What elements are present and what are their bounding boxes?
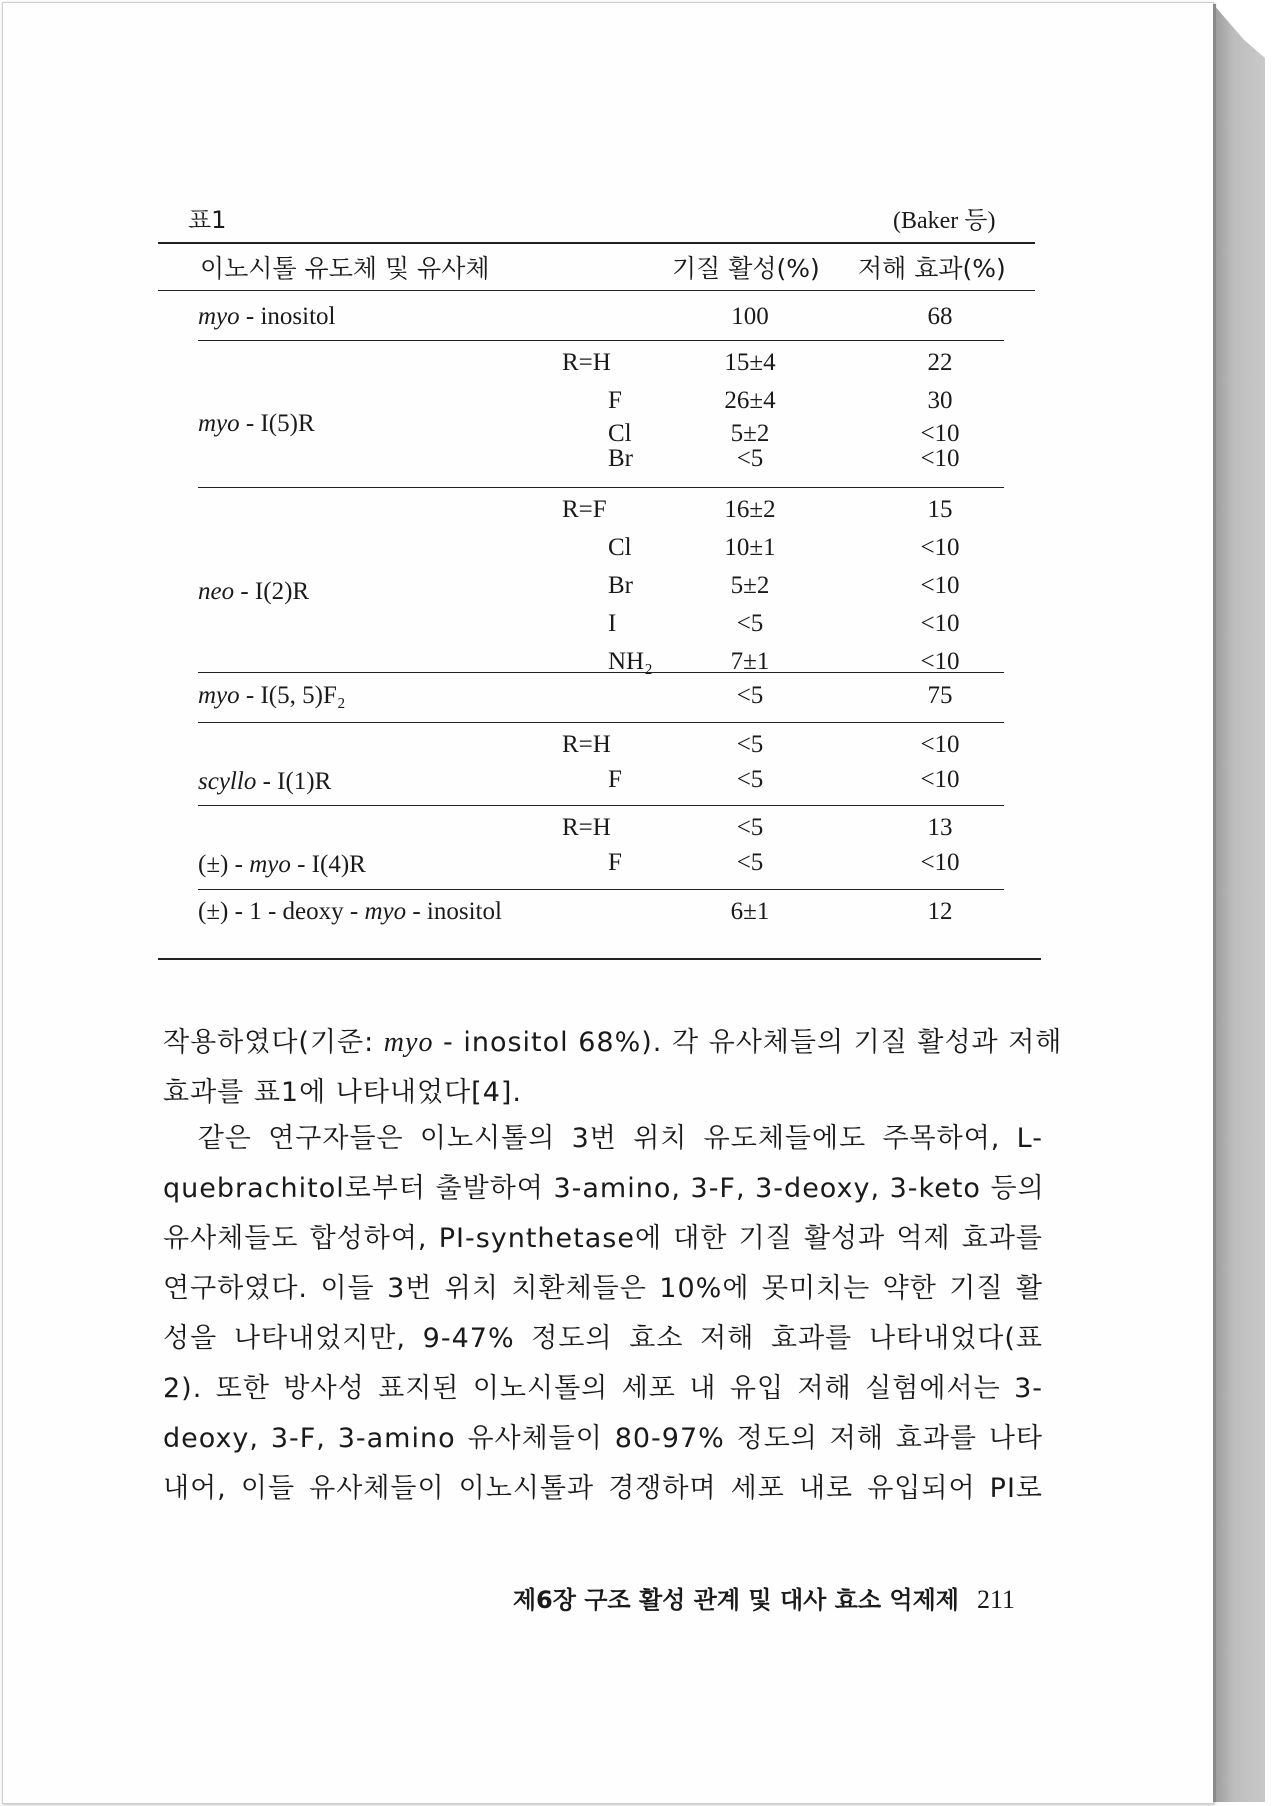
activity-value: <5 xyxy=(736,682,764,709)
activity-value: 16±2 xyxy=(724,496,776,523)
paragraph-2-line: 2). 또한 방사성 표지된 이노시톨의 세포 내 유입 저해 실험에서는 3- xyxy=(163,1373,1043,1404)
header-compound: 이노시톨 유도체 및 유사체 xyxy=(200,254,490,283)
inhibition-value: <10 xyxy=(920,445,960,472)
substituent: F xyxy=(608,766,622,793)
compound-italic: myo xyxy=(198,682,240,709)
substituent: R=F xyxy=(562,496,607,523)
header-rule xyxy=(158,290,1035,291)
substituent: I xyxy=(608,610,617,637)
substituent: F xyxy=(608,849,622,876)
compound-italic: myo xyxy=(364,898,407,925)
paragraph-2-line: 유사체들도 합성하여, PI-synthetase에 대한 기질 활성과 억제 효과를 xyxy=(163,1223,1043,1254)
inhibition-value: 22 xyxy=(927,349,953,376)
inhibition-value: <10 xyxy=(920,572,960,599)
paragraph-2-line: deoxy, 3-F, 3-amino 유사체들이 80-97% 정도의 저해 효과를 나타 xyxy=(163,1423,1043,1454)
inhibition-value: 75 xyxy=(927,682,953,709)
compound-suffix: - I(5, 5)F₂ xyxy=(239,682,346,709)
activity-value: <5 xyxy=(736,731,764,758)
activity-value: <5 xyxy=(736,766,764,793)
chapter-title: 제6장 구조 활성 관계 및 대사 효소 억제제 xyxy=(512,1586,959,1614)
inhibition-value: 68 xyxy=(927,303,953,330)
inhibition-value: <10 xyxy=(920,766,960,793)
activity-value: <5 xyxy=(736,849,764,876)
table-bottom-rule xyxy=(158,958,1041,960)
compound-name xyxy=(198,304,336,329)
group-divider xyxy=(198,340,1004,341)
group-divider xyxy=(198,487,1004,488)
page-footer xyxy=(0,1580,1015,1615)
paragraph-2-line: quebrachitol로부터 출발하여 3-amino, 3-F, 3-deoxy, 3-keto 등의 xyxy=(163,1173,1045,1204)
inhibition-value: 30 xyxy=(927,387,953,414)
compound-prefix: (±) - xyxy=(198,851,250,878)
inhibition-value: 12 xyxy=(927,898,953,925)
activity-value: 5±2 xyxy=(730,420,770,447)
group-divider xyxy=(198,805,1004,806)
paragraph-2-line: 같은 연구자들은 이노시톨의 3번 위치 유도체들에도 주목하여, L- xyxy=(163,1123,1043,1154)
compound-italic: scyllo xyxy=(198,768,257,795)
group-divider xyxy=(198,672,1004,673)
table-label: 표1 xyxy=(188,206,227,234)
inhibition-value: <10 xyxy=(920,648,960,675)
page-number: 211 xyxy=(976,1585,1015,1614)
compound-italic: myo xyxy=(249,851,291,878)
substituent: R=H xyxy=(562,349,611,376)
activity-value: 100 xyxy=(731,303,769,330)
compound-suffix: - I(2)R xyxy=(234,578,310,605)
substituent: Br xyxy=(608,572,633,599)
compound-suffix: - I(4)R xyxy=(290,851,366,878)
inhibition-value: <10 xyxy=(920,534,960,561)
compound-suffix: - inositol xyxy=(239,303,336,330)
compound-name xyxy=(198,411,315,436)
compound-italic: neo xyxy=(198,578,235,605)
compound-italic: myo xyxy=(198,410,240,437)
paragraph-2-line: 성을 나타내었지만, 9-47% 정도의 효소 저해 효과를 나타내었다(표 xyxy=(163,1323,1043,1354)
page-stack-edge xyxy=(1213,4,1265,1802)
substituent: Cl xyxy=(608,534,632,561)
compound-suffix: - I(1)R xyxy=(256,768,332,795)
paragraph-1 xyxy=(163,1018,1063,1118)
text-run: - inositol 68%). 각 유사체들의 기질 활성과 저해 xyxy=(433,1027,1063,1058)
book-page xyxy=(2,2,1214,1804)
inhibition-value: <10 xyxy=(920,731,960,758)
paragraph-2-line: 연구하였다. 이들 3번 위치 치환체들은 10%에 못미치는 약한 기질 활 xyxy=(163,1273,1043,1304)
compound-suffix: - inositol xyxy=(406,898,502,925)
table-top-rule xyxy=(158,242,1035,244)
inhibition-value: <10 xyxy=(920,849,960,876)
paragraph-1-line xyxy=(163,1018,1063,1068)
page-edge-shadow xyxy=(1213,4,1216,1802)
compound-name xyxy=(198,769,331,794)
text-run: 작용하였다(기준: xyxy=(163,1027,384,1058)
compound-italic: myo xyxy=(198,303,240,330)
activity-value: <5 xyxy=(736,445,764,472)
substituent: R=H xyxy=(562,731,611,758)
compound-suffix: - I(5)R xyxy=(239,410,315,437)
compound-prefix: (±) - 1 - deoxy - xyxy=(198,898,365,925)
inhibition-value: <10 xyxy=(920,420,960,447)
group-divider xyxy=(198,889,1004,890)
substituent: NH₂ xyxy=(608,648,653,675)
inhibition-value: 15 xyxy=(927,496,953,523)
activity-value: 26±4 xyxy=(724,387,776,414)
activity-value: 7±1 xyxy=(730,648,770,675)
substituent: Br xyxy=(608,445,633,472)
inhibition-value: <10 xyxy=(920,610,960,637)
activity-value: <5 xyxy=(736,814,764,841)
inhibition-value: 13 xyxy=(927,814,953,841)
paragraph-2 xyxy=(163,1114,1043,1514)
group-divider xyxy=(198,722,1004,723)
table-source: (Baker 등) xyxy=(893,208,996,234)
header-activity: 기질 활성(%) xyxy=(672,254,820,283)
compound-name xyxy=(198,683,346,708)
activity-value: <5 xyxy=(736,610,764,637)
substituent: R=H xyxy=(562,814,611,841)
paragraph-2-line: 내어, 이들 유사체들이 이노시톨과 경쟁하며 세포 내로 유입되어 PI로 xyxy=(163,1473,1043,1504)
activity-value: 5±2 xyxy=(730,572,770,599)
compound-name xyxy=(198,579,309,604)
activity-value: 10±1 xyxy=(724,534,776,561)
substituent: F xyxy=(608,387,622,414)
activity-value: 6±1 xyxy=(730,898,770,925)
text-run: 효과를 표1에 나타내었다[4]. xyxy=(163,1077,522,1108)
compound-name xyxy=(198,852,366,877)
activity-value: 15±4 xyxy=(724,349,776,376)
header-inhibition: 저해 효과(%) xyxy=(858,254,1006,283)
compound-name xyxy=(198,899,502,924)
paragraph-1-line xyxy=(163,1068,1043,1118)
text-run-italic: myo xyxy=(383,1027,434,1058)
substituent: Cl xyxy=(608,420,632,447)
